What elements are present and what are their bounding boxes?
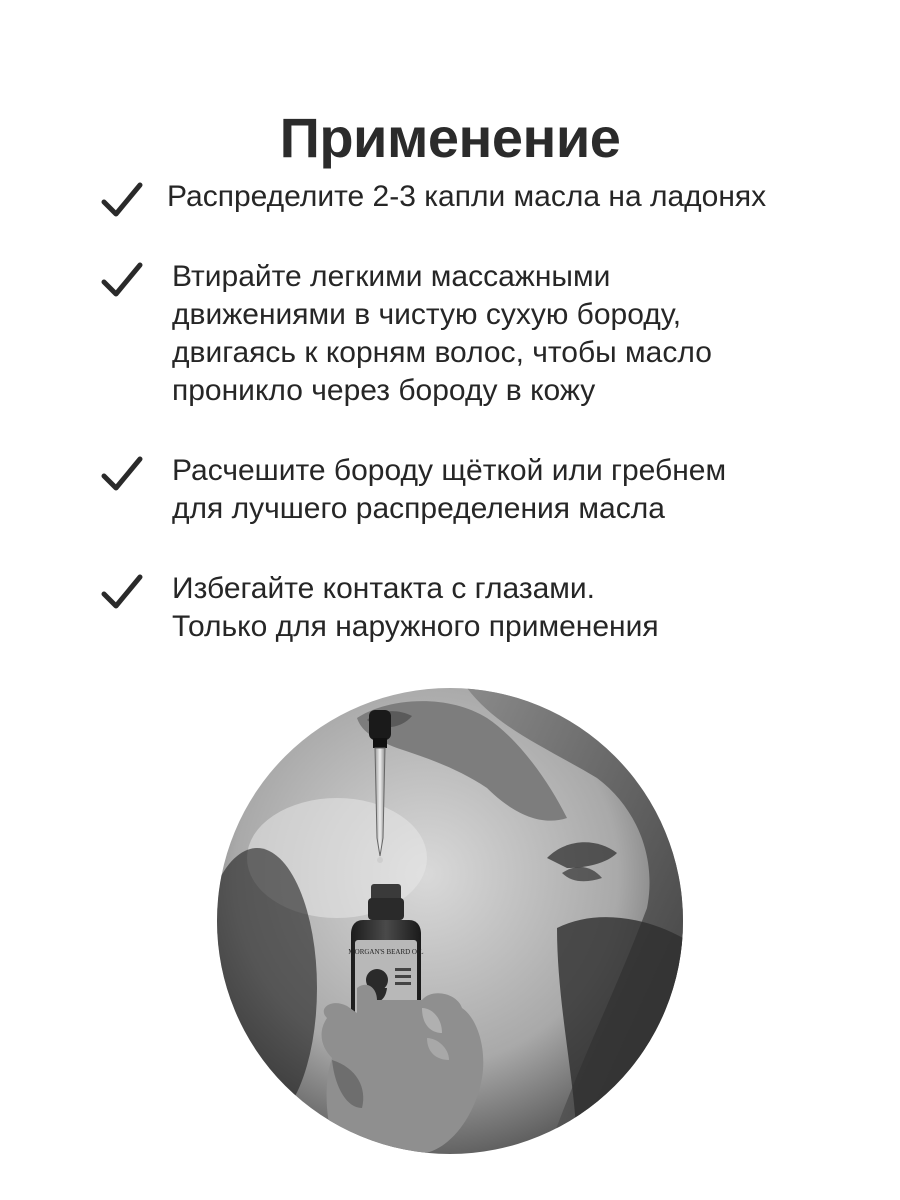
page-title: Применение (279, 105, 621, 169)
instruction-text: Распределите 2-3 капли масла на ладонях (167, 180, 767, 213)
bottle-label: MORGAN'S BEARD OIL (348, 948, 424, 956)
product-photo (217, 688, 683, 1154)
checkmark-icon (100, 454, 144, 494)
checkmark-icon (100, 180, 144, 220)
checkmark-icon (100, 572, 144, 612)
instruction-text: Втирайте легкими массажными движениями в чистую сухую бороду, двигаясь к корням волос, чтобы масло проникло через бороду в кожу (172, 260, 712, 407)
checkmark-icon (100, 260, 144, 300)
instruction-text: Избегайте контакта с глазами. Только для наружного применения (172, 572, 659, 643)
instruction-text: Расчешите бороду щёткой или гребнем для лучшего распределения масла (172, 454, 727, 525)
